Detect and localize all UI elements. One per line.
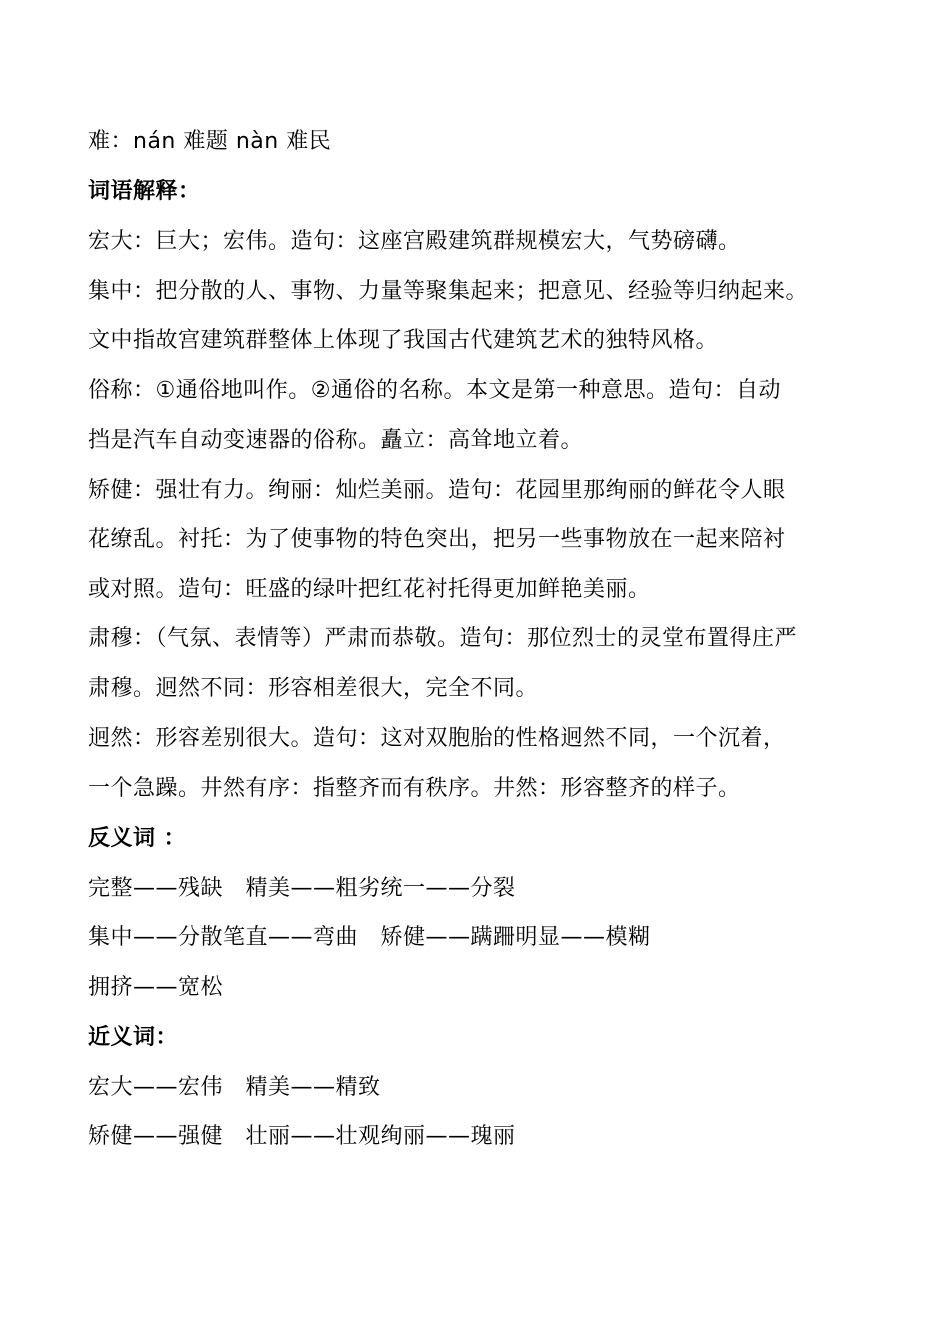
pronunciation-line: 难：nán 难题 nàn 难民 [88,129,332,154]
text-line: 文中指故宫建筑群整体上体现了我国古代建筑艺术的独特风格。 [88,328,719,353]
text-line: 花缭乱。衬托：为了使事物的特色突出，把另一些事物放在一起来陪衬 [88,527,786,552]
text-line: 挡是汽车自动变速器的俗称。矗立：高耸地立着。 [88,428,584,453]
text-line: 俗称：①通俗地叫作。②通俗的名称。本文是第一种意思。造句：自动 [88,378,781,403]
text-line: 一个急躁。井然有序：指整齐而有秩序。井然：形容整齐的样子。 [88,776,741,801]
text-line: 或对照。造句：旺盛的绿叶把红花衬托得更加鲜艳美丽。 [88,577,651,602]
antonym-line: 完整——残缺 精美——粗劣统一——分裂 [88,876,516,901]
antonym-line: 拥挤——宽松 [88,975,224,1000]
text-line: 矫健：强壮有力。绚丽：灿烂美丽。造句：花园里那绚丽的鲜花令人眼 [88,478,786,503]
text-line: 迥然：形容差别很大。造句：这对双胞胎的性格迥然不同，一个沉着， [88,726,786,751]
section-heading-word-explanation: 词语解释： [88,179,201,204]
section-heading-synonyms: 近义词： [88,1025,179,1050]
section-heading-antonyms: 反义词 ： [88,826,187,851]
synonym-line: 宏大——宏伟 精美——精致 [88,1075,381,1100]
antonym-line: 集中——分散笔直——弯曲 矫健——蹒跚明显——模糊 [88,925,651,950]
text-line: 肃穆。迥然不同：形容相差很大，完全不同。 [88,676,539,701]
text-line: 宏大：巨大；宏伟。造句：这座宫殿建筑群规模宏大，气势磅礴。 [88,229,741,254]
text-line: 集中：把分散的人、事物、力量等聚集起来；把意见、经验等归纳起来。 [88,279,809,304]
text-line: 肃穆：（气氛、表情等）严肃而恭敬。造句：那位烈士的灵堂布置得庄严 [88,626,798,651]
synonym-line: 矫健——强健 壮丽——壮观绚丽——瑰丽 [88,1124,516,1149]
